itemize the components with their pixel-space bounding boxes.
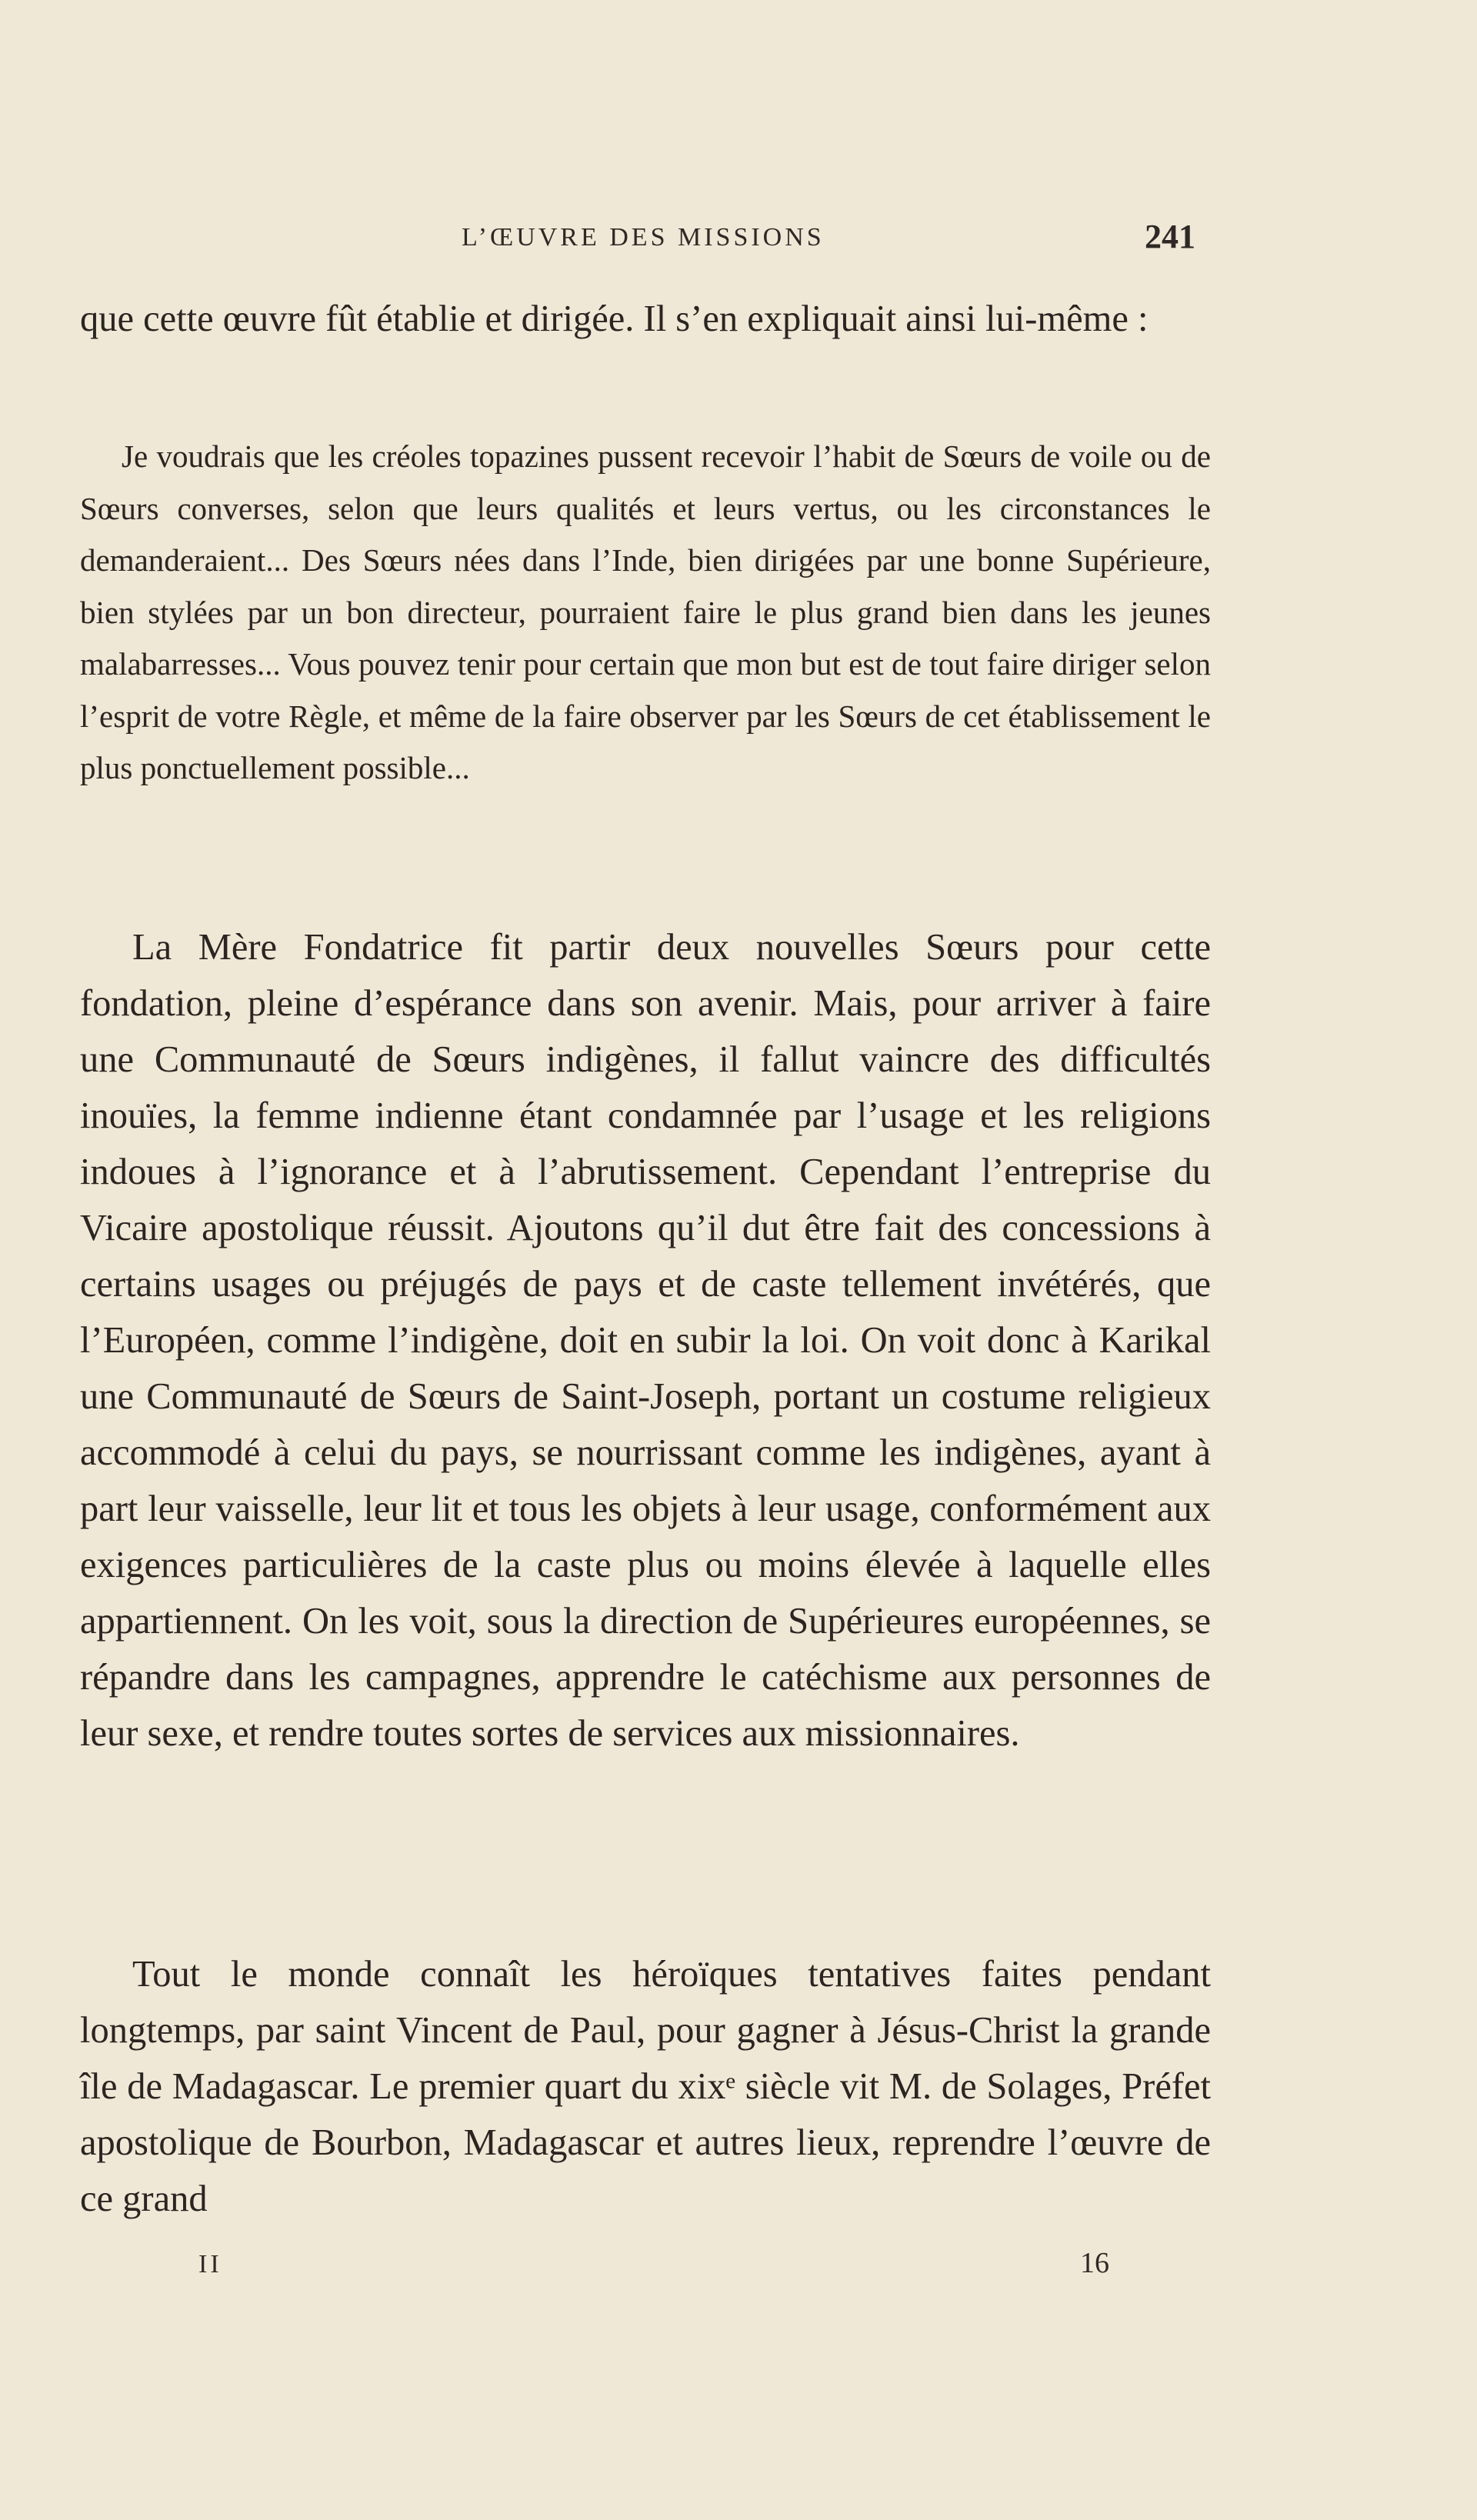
paragraph-intro-text: que cette œuvre fût établie et dirigée. Il s’en expliquait ainsi lui-même : (80, 298, 1149, 339)
paragraph-2 (80, 919, 1211, 1762)
signature-number: 16 (1080, 2247, 1109, 2279)
paragraph-2-text: La Mère Fondatrice fit partir deux nouvelles Sœurs pour cette fondation, pleine d’espérance dans son avenir. Mais, pour arriver à faire une Communauté de Sœurs indigènes, il fallut vaincre des difficultés inouïes, la femme indienne étant condamnée par l’usage et les religions indoues à l’ignorance et à l’abrutissement. Cependant l’entreprise du Vicaire apostolique réussit. Ajoutons qu’il dut être fait des concessions à certains usages ou préjugés de pays et de caste tellement invétérés, que l’Européen, comme l’indigène, doit en subir la loi. On voit donc à Karikal une Communauté de Sœurs de Saint-Joseph, portant un costume religieux accommodé à celui du pays, se nourrissant comme les indigènes, ayant à part leur vaisselle, leur lit et tous les objets à leur usage, conformément aux exigences particulières de la caste plus ou moins élevée à laquelle elles appartiennent. On les voit, sous la direction de Supérieures européennes, se répandre dans les campagnes, apprendre le catéchisme aux personnes de leur sexe, et rendre toutes sortes de services aux missionnaires. (80, 927, 1211, 1754)
signature-mark: II (198, 2250, 222, 2278)
paragraph-3-text: Tout le monde connaît les héroïques tentatives faites pendant longtemps, par saint Vincent de Paul, pour gagner à Jésus-Christ la grande île de Madagascar. Le premier quart du xixᵉ siècle vit M. de Solages, Préfet apostolique de Bourbon, Madagascar et autres lieux, reprendre l’œuvre de ce grand (80, 1954, 1211, 2219)
paragraph-intro (80, 291, 1211, 347)
running-title: L’ŒUVRE DES MISSIONS (462, 223, 825, 252)
paragraph-3 (80, 1946, 1211, 2227)
quotation-block: Je voudrais que les créoles topazines pussent recevoir l’habit de Sœurs de voile ou de Sœurs converses, selon que leurs qualités et leurs vertus, ou les circonstances le demanderaient... Des Sœurs nées dans l’Inde, bien dirigées par une bonne Supérieure, bien stylées par un bon directeur, pourraient faire le plus grand bien dans les jeunes malabarresses... Vous pouvez tenir pour certain que mon but est de tout faire diriger selon l’esprit de votre Règle, et même de la faire observer par les Sœurs de cet établissement le plus ponctuellement possible... (80, 438, 1211, 785)
page-number: 241 (1145, 218, 1195, 255)
